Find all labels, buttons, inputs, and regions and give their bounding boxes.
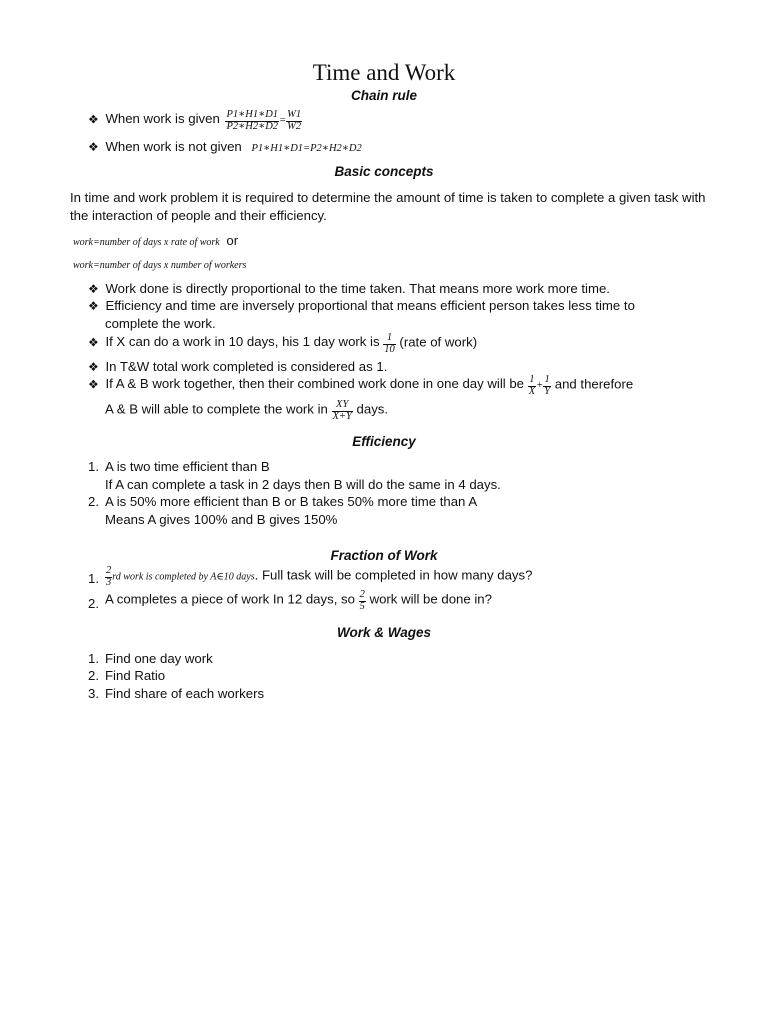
formula: rd work is completed by A∈10 days — [112, 571, 255, 583]
fraction-denominator: Y — [544, 385, 551, 397]
list-number: 2. — [88, 668, 99, 683]
bullet-text: In T&W total work completed is considered as 1. — [105, 359, 388, 374]
list-item: Find one day work — [105, 651, 213, 666]
fraction-numerator: 2 — [359, 589, 365, 600]
basic-concepts-heading: Basic concepts — [334, 164, 434, 179]
list-number: 1. — [88, 459, 99, 474]
formula-numerator: W1 — [287, 109, 302, 120]
fraction-denominator: 3 — [106, 576, 112, 588]
list-item — [88, 139, 362, 154]
bullet-text: (rate of work) — [399, 334, 478, 350]
list-item — [105, 566, 532, 588]
list-item: A is two time efficient than B — [105, 459, 270, 474]
list-item-continued: If A can complete a task in 2 days then B will do the same in 4 days. — [105, 477, 501, 492]
formula: P1∗H1∗D1=P2∗H2∗D2 — [251, 143, 362, 154]
fraction-denominator: 10 — [384, 343, 395, 355]
plus-sign: + — [536, 380, 544, 392]
fraction-denominator: 5 — [359, 600, 365, 612]
diamond-bullet-icon: ❖ — [88, 360, 99, 374]
formula-numerator: P1∗H1∗D1 — [226, 109, 279, 120]
list-item — [88, 110, 302, 132]
fraction-denominator: X — [528, 385, 536, 397]
list-item-continued: Means A gives 100% and B gives 150% — [105, 512, 338, 527]
list-item-text: work will be done in? — [369, 591, 492, 607]
fraction-numerator: 2 — [106, 565, 112, 576]
list-item — [88, 333, 477, 355]
bullet-text: If A & B work together, then their combined work done in one day will be — [105, 376, 525, 392]
list-item: Find Ratio — [105, 668, 166, 683]
formula-denominator: W2 — [287, 120, 302, 132]
list-item — [88, 375, 633, 397]
fraction-numerator: 1 — [544, 374, 550, 385]
list-number: 3. — [88, 686, 99, 701]
bullet-text-continued: complete the work. — [105, 316, 216, 331]
list-item — [88, 298, 635, 313]
or-text: or — [226, 233, 239, 248]
fraction-of-work-heading: Fraction of Work — [330, 548, 438, 563]
chain-rule-heading: Chain rule — [350, 88, 417, 103]
work-wages-heading: Work & Wages — [336, 625, 432, 640]
equals-sign: = — [279, 115, 287, 127]
bullet-text: Work done is directly proportional to the time taken. That means more work more time. — [105, 281, 610, 296]
list-item-text: . Full task will be completed in how many days? — [254, 567, 533, 583]
list-number: 1. — [88, 571, 99, 586]
list-item — [105, 590, 492, 612]
list-item: A is 50% more efficient than B or B takes 50% more time than A — [105, 494, 478, 509]
diamond-bullet-icon: ❖ — [88, 377, 99, 392]
fraction-denominator: X+Y — [332, 410, 352, 422]
fraction-numerator: XY — [336, 399, 349, 410]
fraction-numerator: 1 — [386, 332, 393, 343]
diamond-bullet-icon: ❖ — [88, 112, 99, 127]
formula-line — [73, 256, 246, 271]
list-item: Find share of each workers — [105, 686, 265, 701]
bullet-text: When work is not given — [105, 139, 242, 154]
diamond-bullet-icon: ❖ — [88, 299, 99, 313]
diamond-bullet-icon: ❖ — [88, 140, 99, 154]
diamond-bullet-icon: ❖ — [88, 282, 99, 296]
bullet-text: and therefore — [554, 376, 634, 392]
efficiency-heading: Efficiency — [352, 434, 416, 449]
intro-paragraph: In time and work problem it is required to determine the amount of time is taken to complete a given task with the interaction of people and their efficiency. — [70, 190, 706, 223]
list-item — [88, 281, 610, 296]
list-number: 2. — [88, 494, 99, 509]
list-item-text: A completes a piece of work In 12 days, so — [105, 591, 355, 607]
formula-denominator: P2∗H2∗D2 — [226, 120, 279, 132]
list-number: 1. — [88, 651, 99, 666]
bullet-text: Efficiency and time are inversely proportional that means efficient person takes less time to — [105, 298, 635, 313]
formula-line — [73, 233, 238, 248]
diamond-bullet-icon: ❖ — [88, 335, 99, 350]
bullet-text: If X can do a work in 10 days, his 1 day work is — [105, 334, 380, 350]
fraction-numerator: 1 — [529, 374, 535, 385]
bullet-text: A & B will able to complete the work in — [105, 401, 328, 417]
formula: work=number of days x rate of work — [73, 237, 220, 248]
bullet-text: days. — [356, 401, 389, 417]
page-title: Time and Work — [312, 60, 456, 85]
bullet-text: When work is given — [105, 111, 220, 127]
bullet-text-continued — [105, 400, 388, 422]
list-number: 2. — [88, 596, 99, 611]
list-item — [88, 359, 387, 374]
formula: work=number of days x number of workers — [73, 260, 247, 271]
